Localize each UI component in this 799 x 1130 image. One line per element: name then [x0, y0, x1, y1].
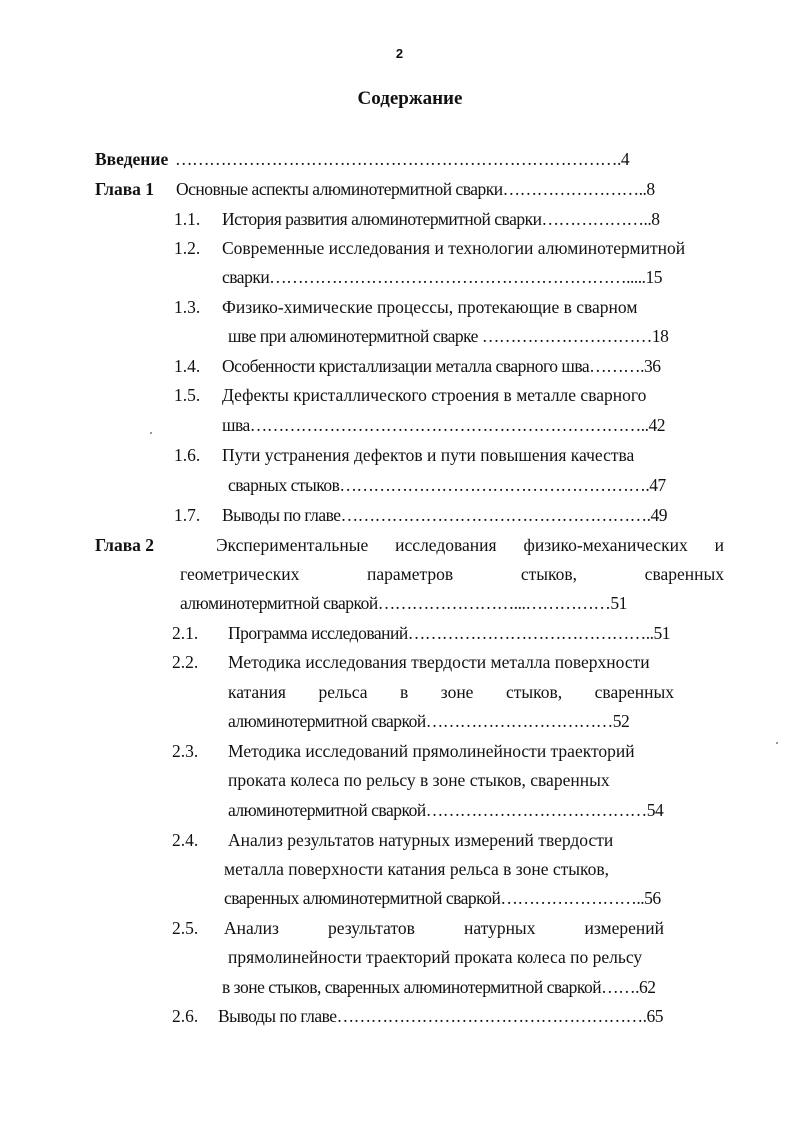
toc-section-number: 1.3.	[174, 297, 201, 317]
toc-section-title-cont: шве при алюминотермитной сварке …………………………18	[228, 326, 669, 346]
toc-section-title: Пути устранения дефектов и пути повышения качества	[222, 445, 635, 465]
toc-section-title-cont: шва……………………………………………………………..42	[222, 415, 666, 435]
toc-chapter-2-label: Глава 2	[95, 535, 155, 555]
toc-section-title: Физико-химические процессы, протекающие в сварном	[222, 297, 638, 317]
toc-section-title: Программа исследований……………………………………..51	[228, 623, 670, 643]
toc-section-number: 1.1.	[174, 209, 201, 229]
toc-chapter-1-label: Глава 1	[95, 179, 155, 199]
toc-intro-leader: …………………………………………………………………….4	[175, 149, 630, 169]
toc-section-title-cont: сварных стыков……………………………………………….47	[228, 475, 666, 495]
toc-chapter-2-title-cont: алюминотермитной сваркой……………………...……………51	[180, 593, 627, 613]
toc-section-number: 2.2.	[172, 652, 199, 672]
toc-section-title: Особенности кристаллизации металла сварного шва……….36	[222, 356, 661, 376]
toc-section-title-cont: катания рельса в зоне стыков, сваренных	[228, 682, 674, 702]
toc-section-title: Дефекты кристаллического строения в металле сварного	[222, 385, 647, 405]
toc-chapter-2-title-cont: геометрических параметров стыков, сваренных	[180, 564, 724, 584]
toc-section-title: Выводы по главе……………………………………………….65	[218, 1006, 663, 1026]
toc-intro-label: Введение	[95, 149, 169, 169]
toc-section-title-cont: проката колеса по рельсу в зоне стыков, сваренных	[228, 770, 610, 790]
toc-section-number: 2.3.	[172, 741, 199, 761]
scan-speck	[150, 432, 152, 434]
toc-chapter-2-title: Экспериментальные исследования физико-механических и	[216, 535, 724, 555]
toc-section-number: 2.5.	[172, 918, 199, 938]
toc-section-title: Методика исследований прямолинейности траекторий	[228, 741, 635, 761]
toc-section-title-cont: прямолинейности траекторий проката колеса по рельсу	[228, 947, 643, 967]
toc-section-number: 1.6.	[174, 445, 201, 465]
toc-section-number: 1.2.	[174, 238, 201, 258]
toc-section-title: Выводы по главе……………………………………………….49	[222, 505, 667, 525]
toc-section-title-cont: сваренных алюминотермитной сваркой……………………..56	[224, 888, 661, 908]
toc-section-number: 1.4.	[174, 356, 201, 376]
toc-section-title: История развития алюминотермитной сварки………………..8	[222, 209, 660, 229]
toc-section-number: 2.4.	[172, 830, 199, 850]
page-number: 2	[395, 46, 404, 61]
toc-section-title: Анализ результатов натурных измерений твердости	[228, 830, 614, 850]
toc-section-number: 2.1.	[172, 623, 199, 643]
toc-chapter-1-title: Основные аспекты алюминотермитной сварки……………………..8	[176, 179, 655, 199]
scan-speck	[776, 742, 778, 744]
toc-section-title-cont: металла поверхности катания рельса в зоне стыков,	[224, 859, 610, 879]
toc-section-title-cont: алюминотермитной сваркой…………………………………54	[228, 800, 664, 820]
toc-section-number: 1.7.	[174, 505, 201, 525]
toc-section-title: Методика исследования твердости металла поверхности	[228, 652, 650, 672]
toc-section-title-cont: в зоне стыков, сваренных алюминотермитной сваркой…….62	[222, 977, 656, 997]
toc-section-title: Современные исследования и технологии алюминотермитной	[222, 238, 686, 258]
toc-section-number: 2.6.	[172, 1006, 199, 1026]
toc-section-title: Анализ результатов натурных измерений	[224, 918, 664, 938]
toc-section-number: 1.5.	[174, 385, 201, 405]
page-title: Содержание	[357, 88, 463, 109]
toc-section-title-cont: сварки……………………………………………………….....15	[222, 267, 663, 287]
toc-section-title-cont: алюминотермитной сваркой……………………………52	[228, 711, 630, 731]
